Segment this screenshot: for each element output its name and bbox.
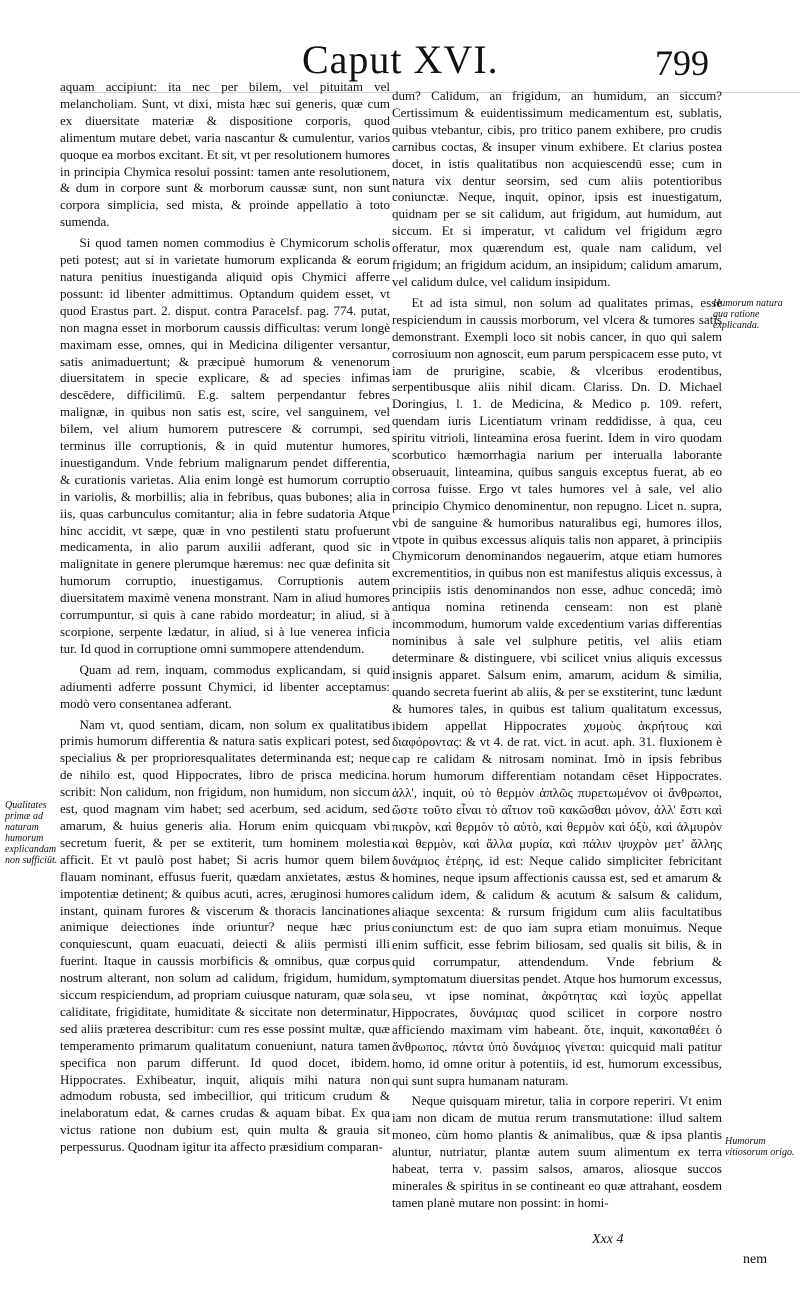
margin-note-left: Qualitates primæ ad naturam humorum explicandam non sufficiūt. bbox=[5, 800, 58, 866]
right-paragraph: dum? Calidum, an frigidum, an humidum, an siccum? Certissimum & euidentissimum medicamentum est, sublatis, quibus vtebantur, cibis, pro tritico panem exhibere, pro crudis carnibus coctas, & insuper vinum exhibere. Et clarius postea docet, in istis qualitatibus non acquiescendū esse; cum in natura vix dentur seorsim, sed cum aliis potentioribus coniunctæ. Neque, inquit, opinor, ipsis est inuestigatum, quidnam per se sit calidum, aut frigidum, aut humidum, aut siccum. Et si imperatur, vt calidum vel frigidum ægro offeratur, mox quærendum est, quale nam calidum, vel frigidum; an frigidum acidum, an insipidum; calidum amarum, vel calidum dulce, vel calidum insipidum. bbox=[392, 88, 722, 289]
left-column bbox=[60, 79, 390, 1156]
left-paragraph: aquam accipiunt: ita nec per bilem, vel pituitam vel melancholiam. Sunt, vt dixi, mista hæc sui generis, quæ cum ex diuersitate materiæ & dispositione corporis, quod alimentum mutare debet, varia nascantur & cumulentur, varios quoque ea morbos excitant. Et sit, vt per resolutionem humores in principia Chymica resolui possint: tamen ante resolutionem, & dum in corpore sunt & morborum caussæ sunt, non sunt corpora simplicia, sed mista, & proinde appellatio à toto sumenda. bbox=[60, 79, 390, 230]
signature-mark: Xxx 4 bbox=[592, 1232, 624, 1247]
left-paragraph: Si quod tamen nomen commodius è Chymicorum scholis peti potest; aut si in varietate humorum explicanda & eorum natura penitius inuestiganda aliquid opis Chymici afferre possunt: id libenter admittimus. Optandum quidem esset, vt quod Erastus part. 2. disput. contra Paracelsf. pag. 774. putat, non magna esset in morborum caussis difficultas: verum longè maximam esse, omnes, qui in Medicina diligenter versantur, satis animaduertunt; & præcipuè humorum & venenorum diuersitatem in specie explicare, & ad species infimas descēdere, difficilimū. E.g. saltem perpendantur febres malignæ, in quibus non satis est, scire, vel sanguinem, vel bilem, vel alium humorem putrescere & corrumpi, sed terminus ille corruptionis, & in quid mutentur humores, inuestigandum. Vnde febrium malignarum pendet differentia, & curationis varietas. Alia enim longè est humorum corruptio in variolis, & morbillis; alia in febribus, quas bubones; alia in iis, quas carbunculus comitantur; alia in febre sudatoria Atque hinc accidit, vt sæpe, quæ in vno pestilenti statu profuerunt medicamenta, in alio parum auxilii adferant, quod sic in malignitate in genere plerumque hæremus: nec quæ definita sit humorum corruptio, inuestigamus. Corruptionis autem diuersitatem maximè venena monstrant. Nam in aliud humores corrumpuntur, si quis à cane rabido mordeatur; in aliud, si à scorpione, serpente lædatur, in aliud, si à lue venerea inficia tur. Id quod in corruptione omni summopere attendendum. bbox=[60, 235, 390, 656]
right-paragraph: Et ad ista simul, non solum ad qualitates primas, esse respiciendum in caussis morborum, vel vlcera & tumores satis demonstrant. Exempli loco sit nobis cancer, in quo qui salem corrosiuum non agnoscit, eum parum perspicacem esse puto, vt iam de pruriginе, scabie, & vlceribus erodentibus, serpentibusque aliis nihil dicam. Clariss. Dn. D. Michael Doringius, l. 1. de Medicina, & Medico p. 109. refert, quendam iuris Licentiatum vrinam reddidisse, à qua, ceu spiritu vitrioli, linteamina erosa fuerint. Idem in viro quodam scorbutico hæmorrhagia narium per interualla laborante obseruauit, linteamina, quibus sanguis exceptus fuerat, ab eo corrosa fuisse. Ergo vt tales humores vel à sale, vel alio principio Chymico denominentur, non repugno. Licet n. supra, vbi de sanguine & humoribus naturalibus egi, humores illos, vtpote in quibus excessus aliquis talis non apparet, à principiis Chymicorum denominandos negauerim, atque etiam humores excrementitios, in quibus non est manifestus aliquis excessus, à principiis istis denominandos non esse, adhuc concedā; imò antiqua nomina retinenda censeam: non est planè incommodum, humorum valde excedentium varias differentias nominibus à sale vel sulphure petitis, vel aliis etiam determinare & distinguere, vbi scilicet vnius aliquis excessus insignis apparet. Salsum enim, amarum, acidum & similia, quando secreta fuerint ab aliis, & per se exstiterint, tunc lædunt & humores tales, in quibus est talium qualitatum excessus, ibidem appellat Hippocrates χυμοὺς ἀκρήτους καὶ διαφόροντας: & vt 4. de rat. vict. in acut. aph. 31. fluxionem è cap re calidam & nitrosam nominat. Imò in ipsis febribus horum humorum differentiam notandam cēset Hippocrates. ἀλλ', inquit, οὐ τὸ θερμὸν ἁπλῶς πυρετωμένον οἱ ἄνθρωποι, ὥστε τοῦτο εἶναι τὸ αἴτιον τοῦ κακῶσθαι μόνον, ἀλλ' ἔστι καὶ πικρὸν, καὶ θερμὸν τὸ αὐτὸ, καὶ θερμὸν καὶ ὀξὺ, καὶ ἁλμυρὸν καὶ θερμὸν, καὶ ἄλλα μυρία, καὶ πάλιν ψυχρὸν μετ' ἄλλης δυνάμιος ἑτέρης, id est: Neque calido simpliciter febricitant homines, neque ipsum affectionis caussa est, sed et amarum & calidum idem, & calidum & acutum & salsum & calidum, aliaque sexcenta: & rursum frigidum cum aliis facultatibus coniunctum est: de quo iam supra etiam monuimus. Neque enim sufficit, esse febrim biliosam, sed qualis sit bilis, & in quid corrumpatur, attendendum. Vnde febrium & symptomatum diuersitas pendet. Atque hos humorum excessus, seu, vt ipse nominat, ἀκρότητας καὶ ἰσχὺς appellat Hippocrates, δυνάμιας quod scilicet in corpore nostro afficiendo maximam vim habeant. ὅτε, inquit, κακοπαθέει ὁ ἄνθρωπος, πάντα ὑπὸ δυνάμιος γίνεται: quicquid mali patitur homo, id omne oritur à potentiis, id est, humorum excessibus, qui sunt supra humanam naturam. bbox=[392, 294, 723, 1088]
left-paragraph: Quam ad rem, inquam, commodus explicandam, si quid adiumenti adferre possunt Chymici, id libenter acceptamus: modò vero consentanea adferant. bbox=[60, 661, 390, 711]
catchword: nem bbox=[743, 1252, 768, 1267]
right-paragraph: Neque quisquam miretur, talia in corpore reperiri. Vt enim iam non dicam de mutua rerum transmutatione: illud saltem moneo, cùm homo plantis & animalibus, quæ & ipsa plantis aluntur, nutriatur, plantæ autem suum alimentum ex terra habeat, terra v. passim salsos, amaros, aliosque succos minerales & spiritus in se contineant eo quæ attrahant, eosdem tamen planè mutare non possint: in homi- bbox=[392, 1093, 722, 1210]
left-paragraph: Nam vt, quod sentiam, dicam, non solum ex qualitatibus primis humorum differentia & natura satis explicari potest, sed specialius & per proprioresqualitates determinanda est; neque de nihilo est, quod Hippocrates, libro de prisca medicina. scribit: Non calidum, non frigidum, non humidum, non siccum est, quod magnam vim habet; sed acerbum, sed acidum, sed amarum, & huius generis alia. Horum enim quicquam vbi secretum fuerit, & per se extiterit, tum hominem molestia afficit. Et vt paulò post habet; Si acris humor quem bilem flauam nominant, effusus fuerit, quædam anxietates, æstus & impotentiæ detinent; & quibus acuti, acres, æruginosi humores instant, quinam furores & viscerum & thoracis lancinationes animique deiectiones inde oriuntur? neque hæc prius conquiescunt, quam euacuati, deiecti & aliis permisti illi fuerint. Itaque in caussis morbificis & omnibus, quæ corpus nostrum alterant, non solum ad calidum, frigidum, humidum, siccum respiciendum, ad propriam cuiusque naturam, quæ sola caliditate, frigiditate, humiditate & siccitate non determinatur, sed aliis præterea describitur: cum res esse possint multæ, quæ temperamento primarum qualitatum conueniunt, natura tamen specifica non parum differunt. Id quod docet, ibidem. Hippocrates. Exhibeatur, inquit, aliquis mihi natura non admodum robusta, sed imbecillior, qui triticum crudum & inelaboratum edat, & carnes crudas & aquam bibat. Ex qua victus ratione non dubium est, quin multa & grauia sit perpessurus. Quodnam igitur ita affecto præsidium comparan- bbox=[60, 716, 390, 1155]
margin-note-right-upper: Humorum natura qua ratione explicanda. bbox=[713, 298, 783, 331]
chapter-title: Caput XVI. bbox=[302, 37, 499, 82]
margin-note-right-lower: Humorum vitiosorum origo. bbox=[725, 1136, 795, 1158]
right-column bbox=[392, 88, 722, 1212]
page-footer bbox=[0, 1232, 800, 1298]
page-number: 799 bbox=[655, 43, 709, 83]
